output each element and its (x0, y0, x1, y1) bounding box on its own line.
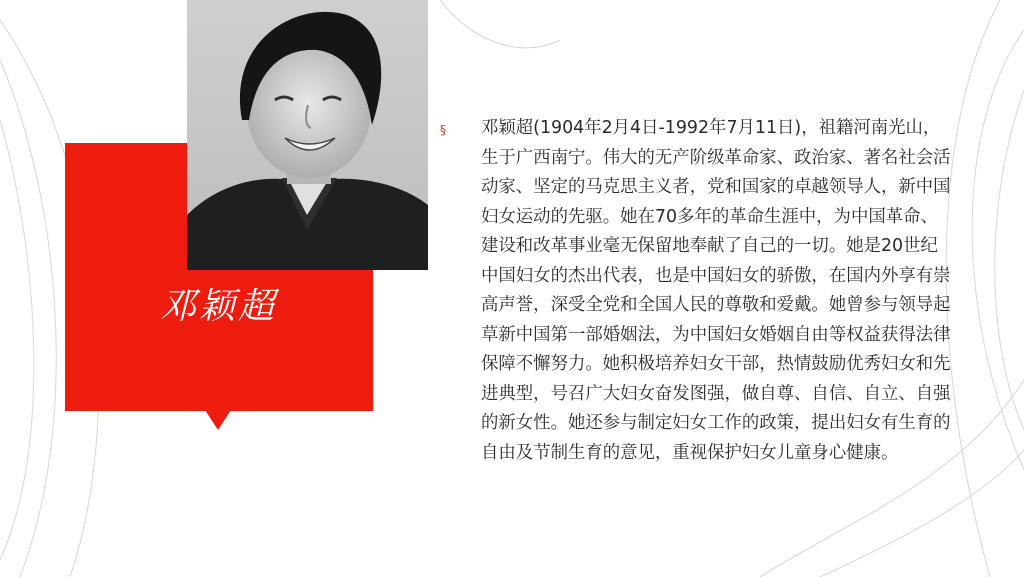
person-name: 邓颖超 (160, 286, 278, 327)
portrait-photo (187, 0, 428, 270)
bullet-icon: § (440, 123, 446, 137)
name-card-pointer (205, 410, 231, 430)
biography-text: 邓颖超(1904年2月4日-1992年7月11日)，祖籍河南光山，生于广西南宁。伟大的无产阶级革命家、政治家、著名社会活动家、坚定的马克思主义者，党和国家的卓越领导人，新中国妇女运动的先驱。她在70多年的革命生涯中，为中国革命、建设和改革事业毫无保留地奉献了自己的一切。她是20世纪中国妇女的杰出代表，也是中国妇女的骄傲，在国内外享有崇高声誉，深受全党和全国人民的尊敬和爱戴。她曾参与领导起草新中国第一部婚姻法，为中国妇女婚姻自由等权益获得法律保障不懈努力。她积极培养妇女干部，热情鼓励优秀妇女和先进典型，号召广大妇女奋发图强，做自尊、自信、自立、自强的新女性。她还参与制定妇女工作的政策，提出妇女有生育的自由及节制生育的意见，重视保护妇女儿童身心健康。 (481, 118, 951, 463)
